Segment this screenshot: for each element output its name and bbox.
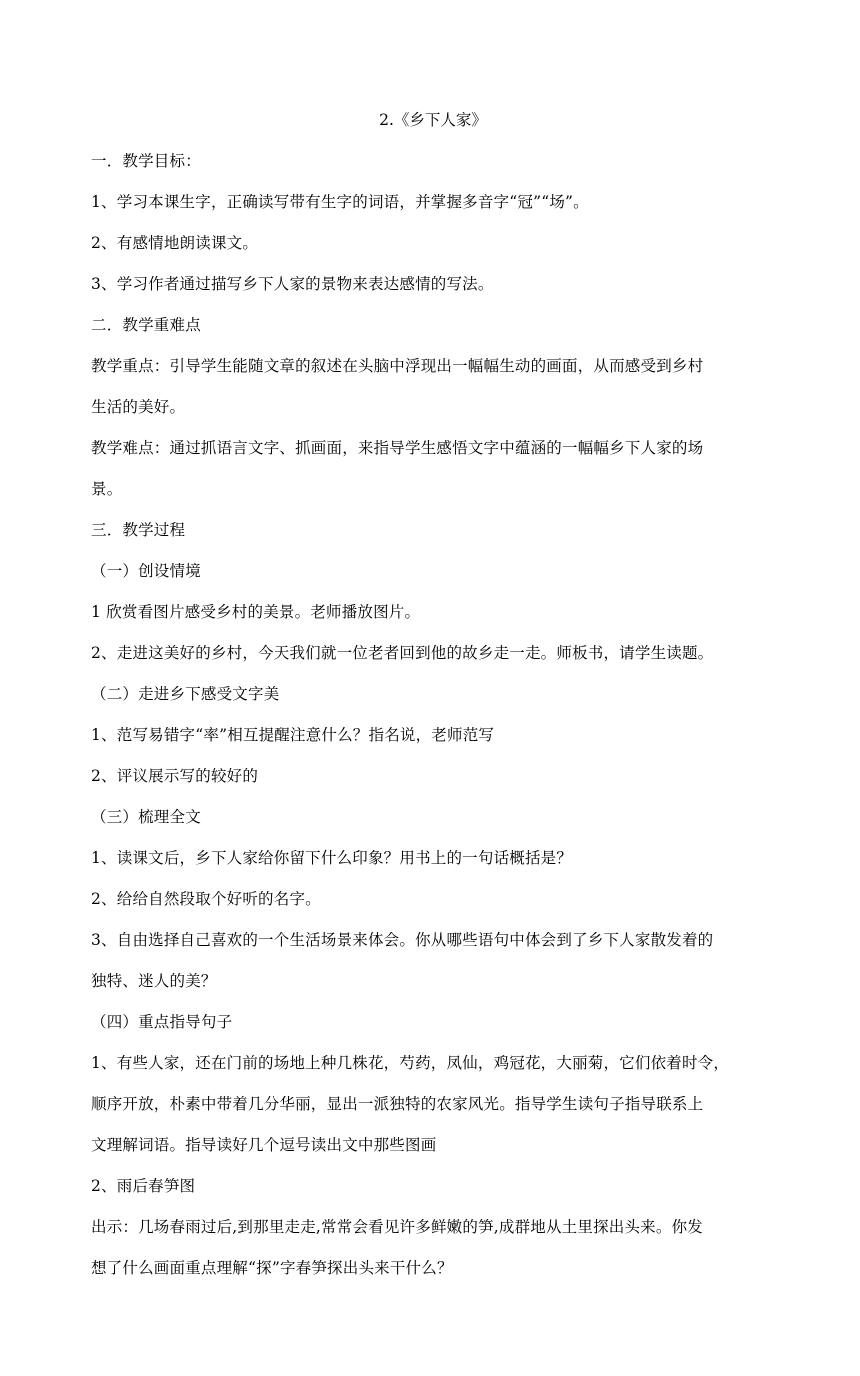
process-part-3-item-2: 2、给给自然段取个好听的名字。 xyxy=(91,890,321,908)
section-heading-key-points: 二．教学重难点 xyxy=(91,316,201,334)
goal-item-3: 3、学习作者通过描写乡下人家的景物来表达感情的写法。 xyxy=(91,275,494,293)
process-part-4-item-2-line-2: 想了什么画面重点理解“探”字春笋探出头来干什么？ xyxy=(91,1259,453,1277)
process-part-2-item-1: 1、范写易错字“率”相互提醒注意什么？指名说，老师范写 xyxy=(91,726,495,744)
process-part-1-heading: （一）创设情境 xyxy=(91,562,201,580)
process-part-3-item-3-line-2: 独特、迷人的美？ xyxy=(91,972,217,990)
goal-item-1: 1、学习本课生字，正确读写带有生字的词语，并掌握多音字“冠”“场”。 xyxy=(91,193,589,211)
process-part-4-item-1-line-1: 1、有些人家，还在门前的场地上种几株花，芍药，凤仙，鸡冠花，大丽菊，它们依着时令， xyxy=(91,1054,730,1072)
process-part-3-heading: （三）梳理全文 xyxy=(91,808,201,826)
section-heading-goals: 一．教学目标： xyxy=(91,152,201,170)
section-heading-process: 三．教学过程 xyxy=(91,521,186,539)
document-title xyxy=(0,110,860,130)
process-part-4-item-1-line-3: 文理解词语。指导读好几个逗号读出文中那些图画 xyxy=(91,1136,437,1154)
process-part-3-item-3-line-1: 3、自由选择自己喜欢的一个生活场景来体会。你从哪些语句中体会到了乡下人家散发着的 xyxy=(91,931,714,949)
teaching-difficulty-line-1: 教学难点：通过抓语言文字、抓画面，来指导学生感悟文字中蕴涵的一幅幅乡下人家的场 xyxy=(91,439,704,457)
teaching-difficulty-line-2: 景。 xyxy=(91,480,123,498)
teaching-focus-line-1: 教学重点：引导学生能随文章的叙述在头脑中浮现出一幅幅生动的画面，从而感受到乡村 xyxy=(91,357,704,375)
process-part-4-item-2: 2、雨后春笋图 xyxy=(91,1177,196,1195)
goal-item-2: 2、有感情地朗读课文。 xyxy=(91,234,259,252)
process-part-1-item-2: 2、走进这美好的乡村，今天我们就一位老者回到他的故乡走一走。师板书，请学生读题。 xyxy=(91,644,714,662)
process-part-3-item-1: 1、读课文后，乡下人家给你留下什么印象？用书上的一句话概括是？ xyxy=(91,849,573,867)
process-part-2-item-2: 2、评议展示写的较好的 xyxy=(91,767,259,785)
process-part-2-heading: （二）走进乡下感受文字美 xyxy=(91,685,280,703)
document-title-text: 2.《乡下人家》 xyxy=(379,111,487,129)
process-part-4-item-2-line-1: 出示：几场春雨过后,到那里走走,常常会看见许多鲜嫩的笋,成群地从土里探出头来。你发 xyxy=(91,1218,703,1236)
process-part-4-heading: （四）重点指导句子 xyxy=(91,1013,233,1031)
teaching-focus-line-2: 生活的美好。 xyxy=(91,398,186,416)
process-part-1-item-1: 1 欣赏看图片感受乡村的美景。老师播放图片。 xyxy=(91,603,421,621)
process-part-4-item-1-line-2: 顺序开放，朴素中带着几分华丽，显出一派独特的农家风光。指导学生读句子指导联系上 xyxy=(91,1095,704,1113)
